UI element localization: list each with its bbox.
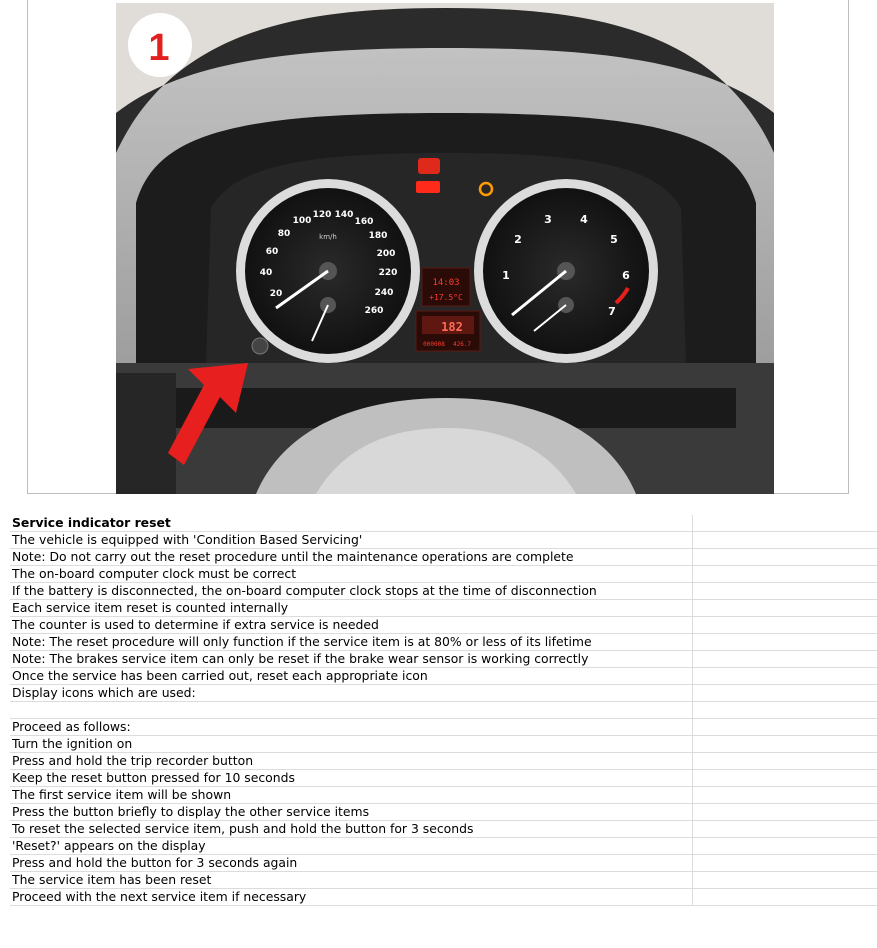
rpm-tick: 3 [544,213,552,226]
table-row [10,668,877,685]
table-cell: The on-board computer clock must be correct [10,566,693,582]
instrument-cluster-photo [116,3,774,494]
rpm-tick: 6 [622,269,630,282]
table-heading: Service indicator reset [10,515,693,531]
rpm-tick: 4 [580,213,588,226]
table-cell: Each service item reset is counted internally [10,600,693,616]
table-cell: Display icons which are used: [10,685,693,701]
table-cell: The counter is used to determine if extra service is needed [10,617,693,633]
table-row [10,838,877,855]
table-row [10,855,877,872]
speed-tick: 40 [259,268,273,278]
table-cell [10,702,693,718]
table-row [10,770,877,787]
speed-tick: 180 [368,231,388,241]
table-row [10,651,877,668]
table-cell: The service item has been reset [10,872,693,888]
table-cell: Keep the reset button pressed for 10 seconds [10,770,693,786]
speed-tick: 220 [378,268,398,278]
rpm-tick: 7 [608,305,616,318]
speed-tick: 160 [354,217,374,227]
table-cell: Note: The reset procedure will only function if the service item is at 80% or less of its lifetime [10,634,693,650]
speed-unit: km/h [319,233,337,241]
rpm-tick: 1 [502,269,510,282]
table-row [10,617,877,634]
table-cell: Press and hold the button for 3 seconds again [10,855,693,871]
table-cell: The first service item will be shown [10,787,693,803]
table-row [10,753,877,770]
table-row [10,821,877,838]
table-row [10,583,877,600]
table-cell: Press the button briefly to display the other service items [10,804,693,820]
table-row [10,736,877,753]
table-cell: Proceed as follows: [10,719,693,735]
table-row [10,600,877,617]
rpm-tick: 5 [610,233,618,246]
table-row [10,702,877,719]
table-cell: The vehicle is equipped with 'Condition Based Servicing' [10,532,693,548]
table-row [10,889,877,906]
table-row [10,787,877,804]
speed-tick: 20 [269,289,283,299]
table-row [10,685,877,702]
speed-tick: 200 [376,249,396,259]
display-time: 14:03 [432,278,460,288]
rpm-tick: 2 [514,233,522,246]
instruction-table [10,515,877,906]
table-cell: Once the service has been carried out, reset each appropriate icon [10,668,693,684]
display-trip: 426.7 [452,341,472,348]
table-cell: Note: The brakes service item can only be reset if the brake wear sensor is working correctly [10,651,693,667]
table-row [10,532,877,549]
table-row [10,549,877,566]
table-row [10,515,877,532]
display-odo: 000008 [423,341,445,348]
speed-tick: 80 [277,229,291,239]
table-cell: To reset the selected service item, push and hold the button for 3 seconds [10,821,693,837]
table-cell: If the battery is disconnected, the on-board computer clock stops at the time of disconnection [10,583,693,599]
speed-tick: 140 [334,210,354,220]
table-cell: Note: Do not carry out the reset procedure until the maintenance operations are complete [10,549,693,565]
table-row [10,804,877,821]
table-cell: Proceed with the next service item if necessary [10,889,693,905]
speed-tick: 100 [292,216,312,226]
table-row [10,634,877,651]
table-row [10,719,877,736]
display-range: 182 [441,320,463,334]
table-row [10,566,877,583]
speed-tick: 260 [364,306,384,316]
table-cell: Press and hold the trip recorder button [10,753,693,769]
speed-tick: 60 [265,247,279,257]
table-cell: 'Reset?' appears on the display [10,838,693,854]
speed-tick: 120 [312,210,332,220]
display-temp: +17.5°C [429,293,463,302]
table-cell: Turn the ignition on [10,736,693,752]
step-number: 1 [148,27,170,69]
table-row [10,872,877,889]
speed-tick: 240 [374,288,394,298]
